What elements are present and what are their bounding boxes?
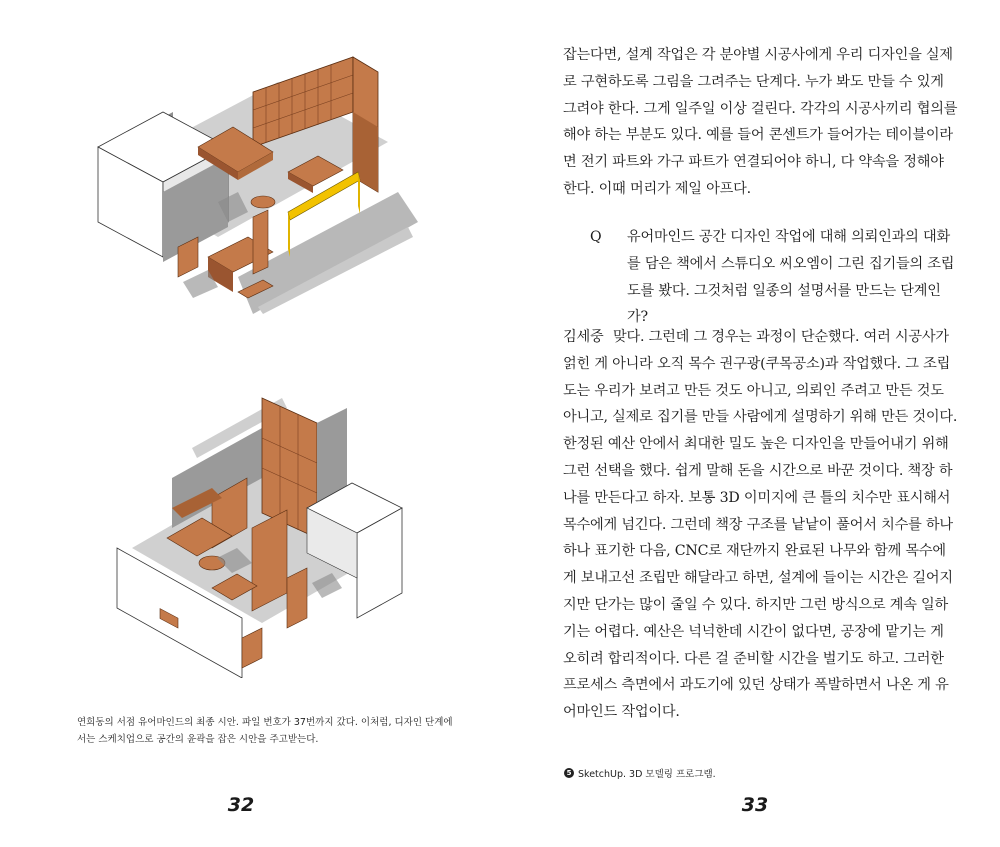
page-number-left: 32 bbox=[227, 794, 255, 816]
footnote bbox=[564, 766, 716, 780]
question-text: 유어마인드 공간 디자인 작업에 대해 의뢰인과의 대화를 담은 책에서 스튜디오 씨오엠이 그린 집기들의 조립도를 봤다. 그것처럼 일종의 설명서를 만드는 단계인가? bbox=[627, 229, 955, 326]
answer-paragraph bbox=[563, 324, 958, 726]
answer-text: 맞다. 그런데 그 경우는 과정이 단순했다. 여러 시공사가 얽힌 게 아니라 오직 목수 권구광(쿠목공소)과 작업했다. 그 조립도는 우리가 보려고 만든 것도 아니고, 의뢰인 주려고 만든 것도 아니고, 실제로 집기를 만들 사람에게 설명하기 위해 만든 것이다. 한정된 예산 안에서 최대한 밀도 높은 디자인을 만들어내기 위해 그런 선택을 했다. 쉽게 말해 돈을 시간으로 바꾼 것이다. 책장 하나를 만든다고 하자. 보통 3D 이미지에 큰 틀의 치수만 표시해서 목수에게 넘긴다. 그런데 책장 구조를 낱낱이 풀어서 치수를 하나하나 표기한 다음, CNC로 재단까지 완료된 나무와 함께 목수에게 보내고선 조립만 해달라고 하면, 설계에 들이는 시간은 길어지지만 단가는 많이 줄일 수 있다. 하지만 그런 방식으로 계속 일하기는 어렵다. 예산은 넉넉한데 시간이 없다면, 공장에 맡기는 게 오히려 합리적이다. 다른 걸 준비할 시간을 벌기도 하고. 그러한 프로세스 측면에서 과도기에 있던 상태가 폭발하면서 나온 게 유어마인드 작업이다. bbox=[563, 329, 958, 721]
speaker-name: 김세중 bbox=[563, 329, 604, 345]
isometric-store-model-bottom bbox=[112, 378, 412, 678]
page-number-right: 33 bbox=[741, 794, 769, 816]
isometric-store-model-top bbox=[88, 52, 418, 352]
footnote-text: SketchUp. 3D 모델링 프로그램. bbox=[578, 769, 716, 780]
figure-caption: 연희동의 서점 유어마인드의 최종 시안. 파일 번호가 37번까지 갔다. 이처럼, 디자인 단계에서는 스케치업으로 공간의 윤곽을 잡은 시안을 주고받는다. bbox=[77, 717, 453, 745]
question-marker: Q bbox=[590, 229, 602, 245]
body-paragraph: 잡는다면, 설계 작업은 각 분야별 시공사에게 우리 디자인을 실제로 구현하도록 그림을 그려주는 단계다. 누가 봐도 만들 수 있게 그려야 한다. 그게 일주일 이상 걸린다. 각각의 시공사끼리 협의를 해야 하는 부분도 있다. 예를 들어 콘센트가 들어가는 테이블이라면 전기 파트와 가구 파트가 연결되어야 하니, 다 약속을 정해야 한다. 이때 머리가 제일 아프다. bbox=[563, 47, 958, 197]
right-page bbox=[500, 0, 1000, 847]
footnote-number-icon: 5 bbox=[564, 768, 574, 778]
